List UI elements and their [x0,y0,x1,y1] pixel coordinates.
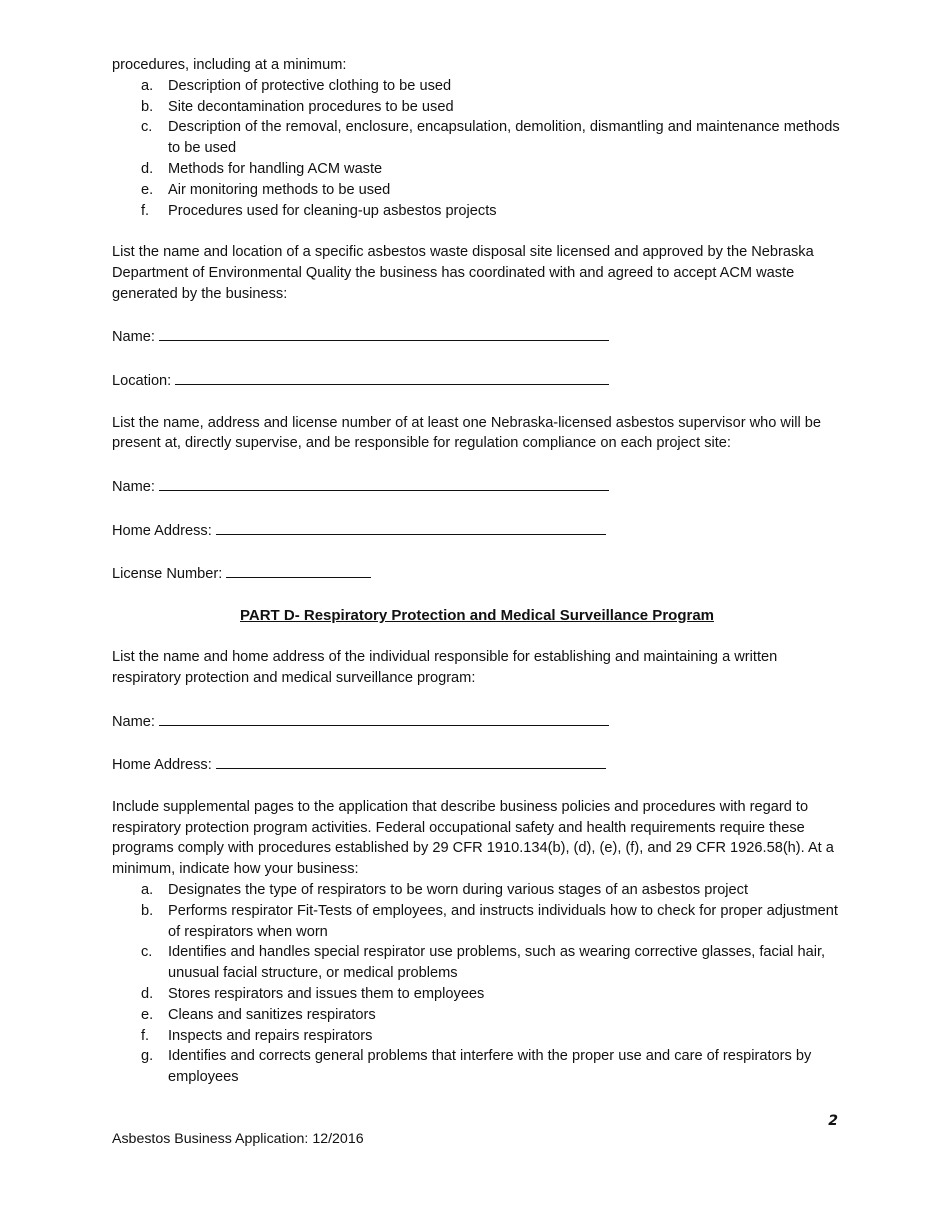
field-label: Home Address: [112,757,212,774]
list-item-text: Site decontamination procedures to be used [168,98,454,115]
list-item [112,1005,842,1026]
procedures-list [112,76,842,222]
supervisor-name-input[interactable] [159,475,609,491]
list-item-text: Stores respirators and issues them to employees [168,986,485,1003]
list-item [112,97,842,118]
part-d-name-input[interactable] [159,710,609,726]
list-item-text: Cleans and sanitizes respirators [168,1006,376,1023]
disposal-name-input[interactable] [159,325,609,341]
supervisor-name-field [112,475,842,498]
list-item-text: Performs respirator Fit-Tests of employees, and instructs individuals how to check for proper adjustment of respirators when worn [168,902,838,940]
field-label: License Number: [112,566,223,583]
list-marker: a. [141,882,154,899]
respirator-list [112,880,842,1088]
list-item-text: Description of the removal, enclosure, encapsulation, demolition, dismantling and maintenance methods to be used [168,119,840,157]
list-marker: f. [141,202,150,219]
list-item-text: Description of protective clothing to be used [168,77,452,94]
list-marker: e. [141,181,154,198]
list-item [112,1046,842,1088]
list-marker: d. [141,986,154,1003]
supervisor-license-input[interactable] [226,562,371,578]
disposal-location-input[interactable] [175,369,609,385]
part-d-heading: PART D- Respiratory Protection and Medical Surveillance Program [239,606,714,624]
list-marker: e. [141,1006,154,1023]
disposal-location-field [112,369,842,392]
field-label: Name: [112,713,155,730]
list-item [112,180,842,201]
field-label: Name: [112,478,155,495]
field-label: Home Address: [112,522,212,539]
disposal-name-field [112,325,842,348]
part-d-name-field [112,710,842,733]
list-item-text: Procedures used for cleaning-up asbestos projects [168,202,497,219]
document-page [112,55,842,1088]
list-item-text: Identifies and handles special respirator use problems, such as wearing corrective glasses, facial hair, unusual facial structure, or medical problems [168,944,826,982]
list-item-text: Methods for handling ACM waste [168,160,383,177]
list-marker: g. [141,1048,154,1065]
list-item-text: Identifies and corrects general problems that interfere with the proper use and care of respirators by employees [168,1048,812,1086]
list-item [112,201,842,222]
list-marker: c. [141,944,153,961]
list-item [112,942,842,984]
list-marker: c. [141,119,153,136]
supervisor-instructions: List the name, address and license number of at least one Nebraska-licensed asbestos supervisor who will be present at, directly supervise, and be responsible for regulation compliance on each project site: [112,414,821,452]
supplemental-instructions: Include supplemental pages to the application that describe business policies and procedures with regard to respiratory protection program activities. Federal occupational safety and health requirements require these programs comply with procedures established by 29 CFR 1910.134(b), (d), (e), (f), and 29 CFR 1926.58(h). At a minimum, indicate how your business: [112,798,834,878]
list-marker: d. [141,160,154,177]
disposal-instructions: List the name and location of a specific asbestos waste disposal site licensed and approved by the Nebraska Department of Environmental Quality the business has coordinated with and agreed to accept ACM waste generated by the business: [112,244,814,302]
list-item [112,1026,842,1047]
part-d-address-field [112,753,842,776]
list-item-text: Inspects and repairs respirators [168,1027,373,1044]
supervisor-license-field [112,562,842,585]
field-label: Location: [112,372,172,389]
part-d-address-input[interactable] [216,753,606,769]
list-item [112,76,842,97]
list-marker: a. [141,77,154,94]
list-marker: b. [141,902,154,919]
list-item-text: Air monitoring methods to be used [168,181,391,198]
intro-lead: procedures, including at a minimum: [112,57,347,73]
list-item [112,984,842,1005]
list-item-text: Designates the type of respirators to be worn during various stages of an asbestos project [168,882,749,899]
list-marker: f. [141,1027,150,1044]
field-label: Name: [112,329,155,346]
list-marker: b. [141,98,154,115]
supervisor-address-field [112,519,842,542]
page-number: 2 [828,1113,838,1129]
list-item [112,117,842,159]
list-item [112,880,842,901]
page-footer: Asbestos Business Application: 12/2016 [112,1131,364,1147]
list-item [112,901,842,943]
supervisor-address-input[interactable] [216,519,606,535]
part-d-instructions: List the name and home address of the individual responsible for establishing and maintaining a written respiratory protection and medical surveillance program: [112,649,778,687]
list-item [112,159,842,180]
